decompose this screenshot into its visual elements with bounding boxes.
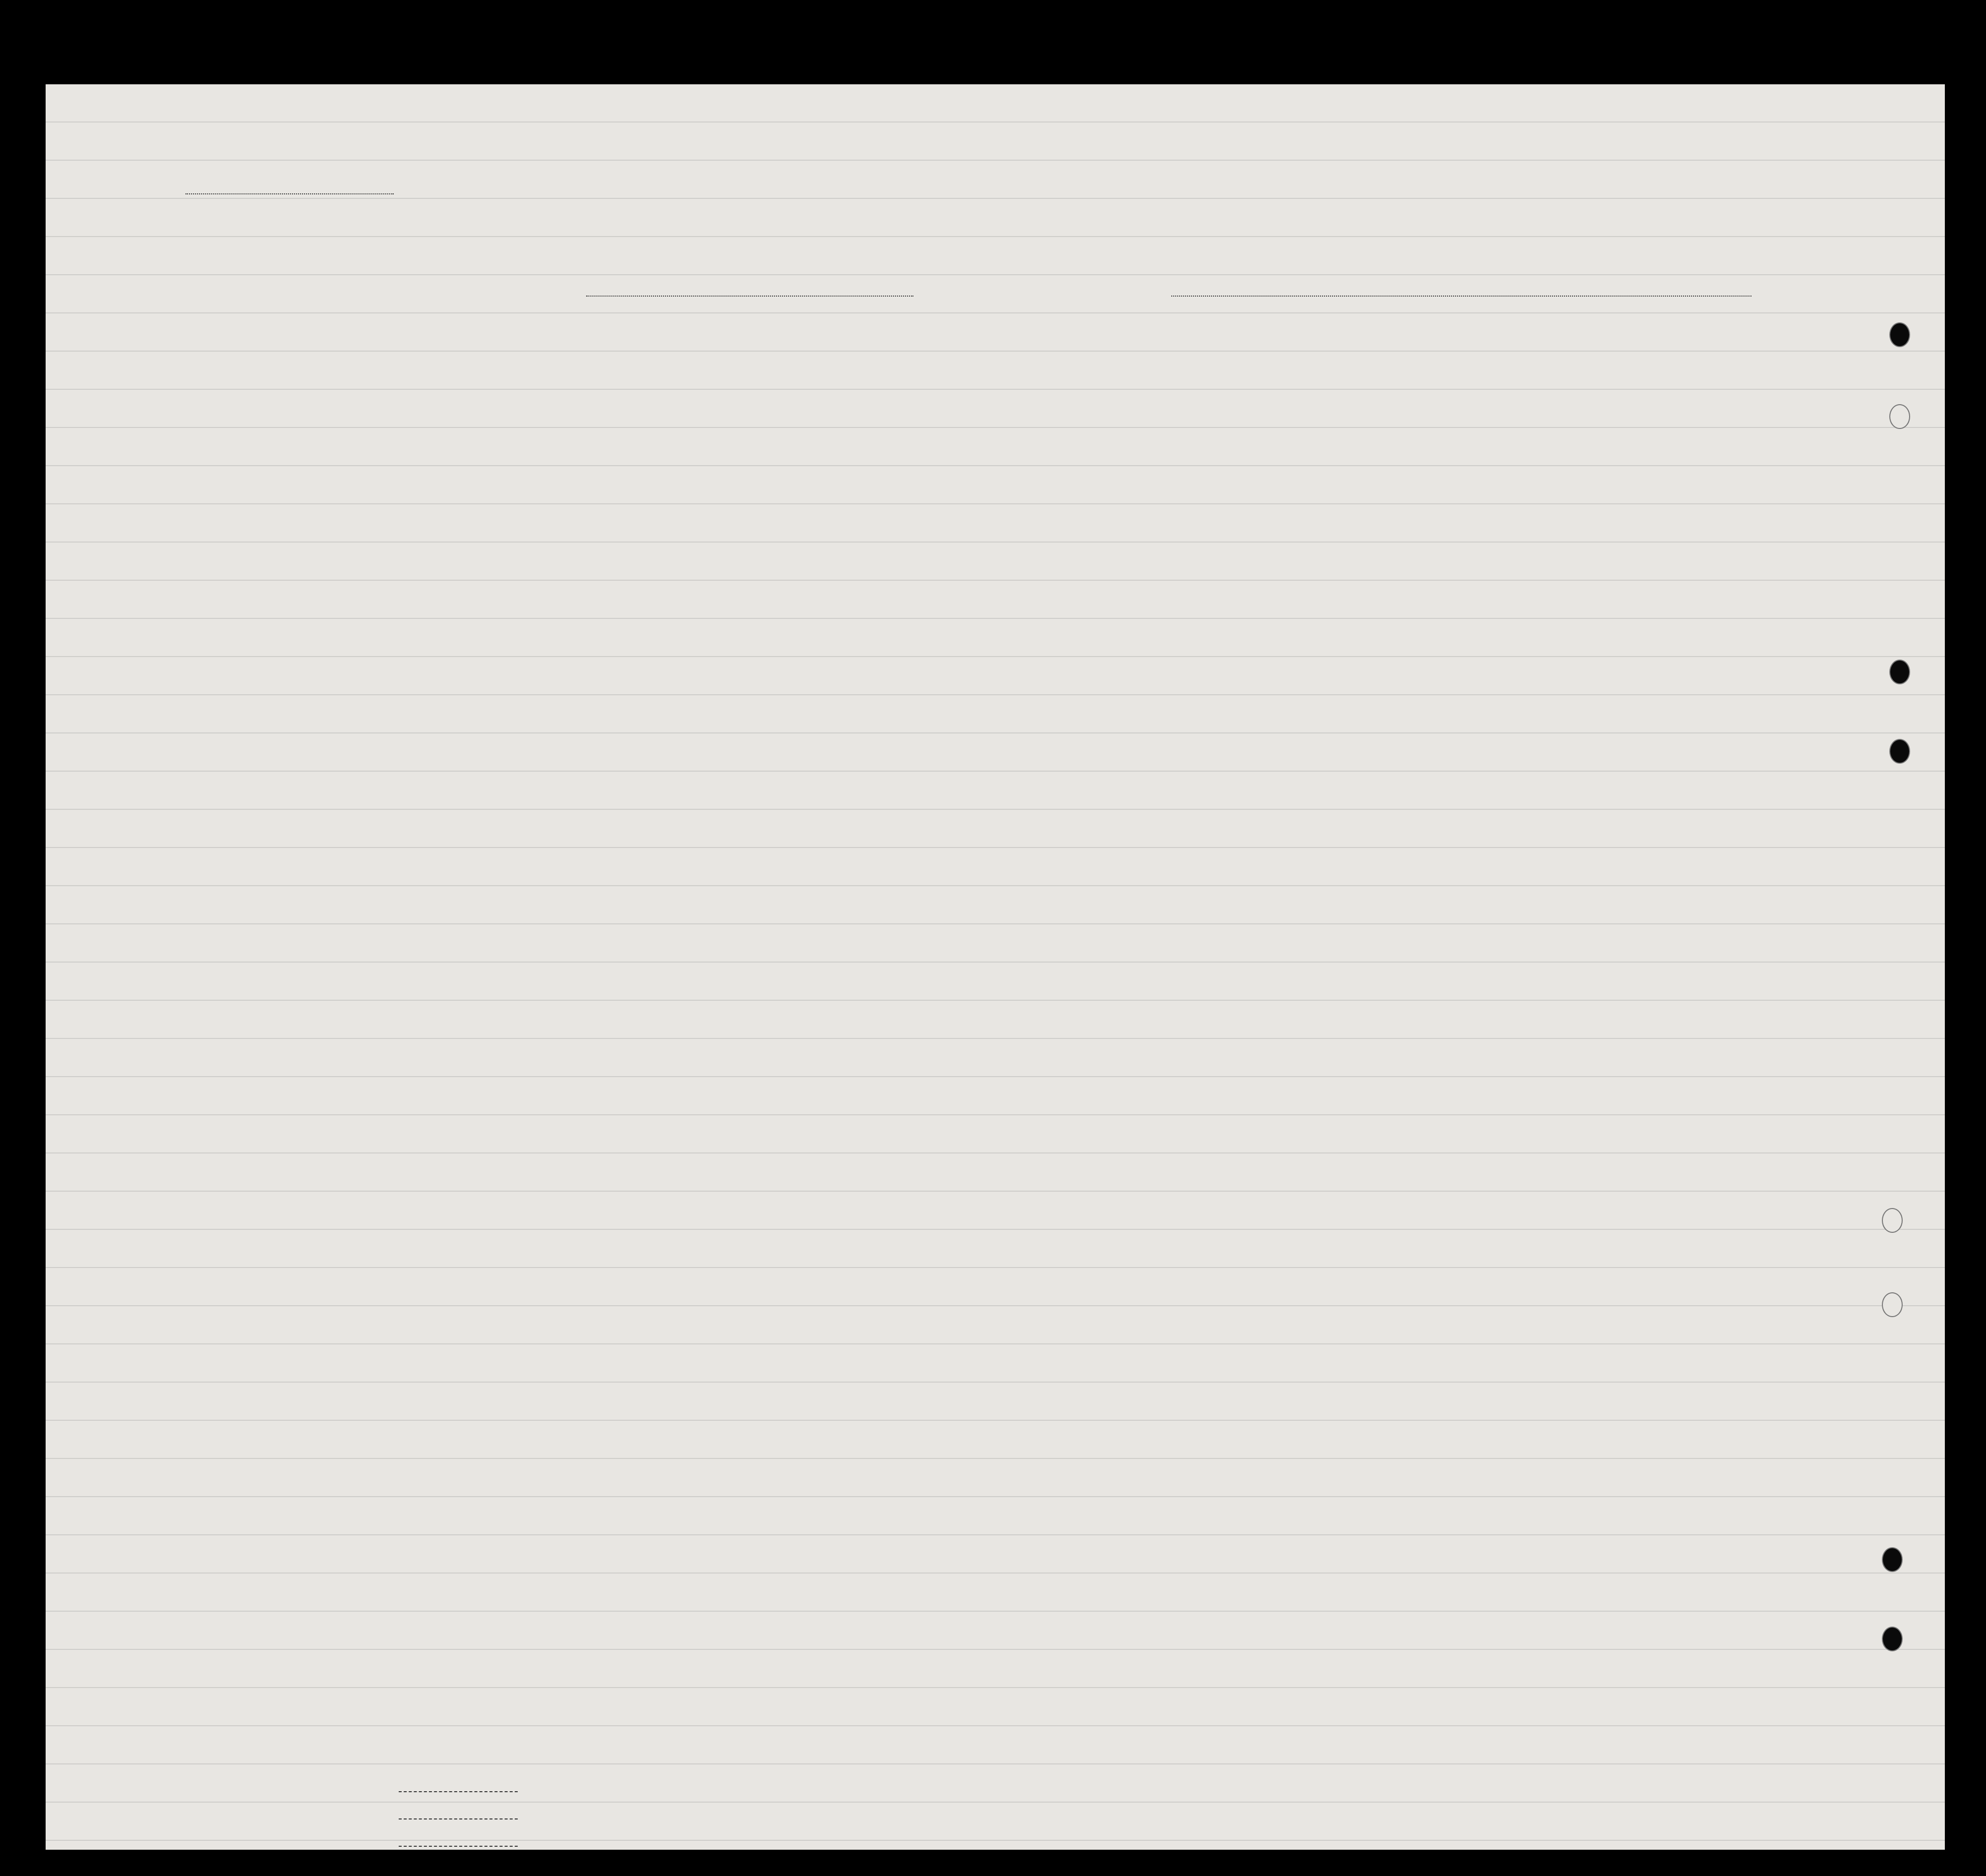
binder-hole: [1889, 660, 1910, 684]
ship-underline: [586, 296, 913, 297]
footer-citizens-line: [399, 1818, 518, 1819]
binder-hole: [1889, 404, 1910, 429]
binder-hole: [1882, 1627, 1903, 1651]
binder-hole: [1882, 1547, 1903, 1572]
binder-hole: [1889, 739, 1910, 764]
manifest-sheet: [46, 84, 1945, 1850]
binder-hole: [1882, 1208, 1903, 1233]
footer-aliens-line: [399, 1846, 518, 1847]
sailing-underline: [1171, 296, 1751, 297]
binder-hole: [1889, 322, 1910, 347]
footer-total-line: [399, 1791, 518, 1792]
list-underline: [185, 193, 394, 194]
binder-hole: [1882, 1292, 1903, 1317]
